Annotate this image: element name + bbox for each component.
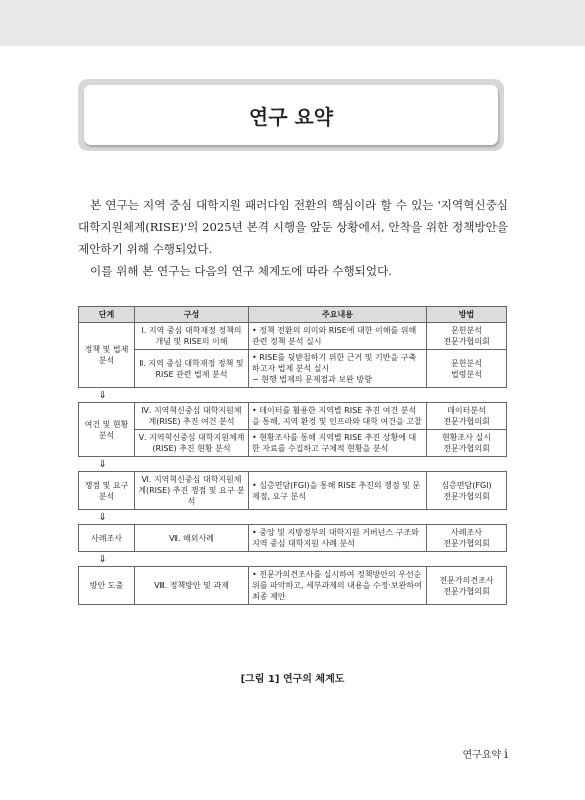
title-inner bbox=[84, 85, 498, 145]
content-cell: • 데이터를 활용한 지역별 RISE 추진 여건 분석을 통해, 지역 환경 및 인프라와 대학 여건을 고찰 bbox=[249, 403, 427, 430]
arrow-row bbox=[79, 510, 507, 525]
composition-cell: Ⅶ. 해외사례 bbox=[135, 525, 249, 552]
content-cell: • 전문가의견조사를 실시하여 정책방안의 우선순위를 파악하고, 세부과제의 내용을 수정·보완하여 최종 제안 bbox=[249, 567, 427, 605]
stage-label: 정책 및 법제 분석 bbox=[79, 323, 135, 388]
composition-cell: Ⅴ. 지역혁신중심 대학지원체계(RISE) 추진 현황 분석 bbox=[135, 430, 249, 457]
table-row bbox=[79, 567, 507, 605]
table-row bbox=[79, 525, 507, 552]
stage-label: 여건 및 현황 분석 bbox=[79, 403, 135, 457]
top-band bbox=[0, 0, 585, 46]
header-method: 방법 bbox=[427, 307, 507, 323]
stage-label: 쟁점 및 요구 분석 bbox=[79, 472, 135, 510]
down-arrow-icon: ⇓ bbox=[98, 458, 107, 470]
method-cell: 문헌분석 법령분석 bbox=[427, 350, 507, 388]
table-row bbox=[79, 403, 507, 430]
paragraph-2: 이를 위해 본 연구는 다음의 연구 체계도에 따라 수행되었다. bbox=[90, 264, 392, 278]
page-number: i bbox=[504, 747, 508, 761]
down-arrow-icon: ⇓ bbox=[98, 553, 107, 565]
header-stage: 단계 bbox=[79, 307, 135, 323]
content-cell: • 정책 전환의 의미와 RISE에 대한 이해를 위해 관련 정책 분석 실시 bbox=[249, 323, 427, 350]
title-box bbox=[78, 79, 504, 151]
footer-label: 연구요약 bbox=[462, 750, 502, 761]
summary-body bbox=[78, 194, 508, 282]
table-row bbox=[79, 323, 507, 350]
down-arrow-icon: ⇓ bbox=[98, 511, 107, 523]
method-cell: 전문가의견조사 전문가협의회 bbox=[427, 567, 507, 605]
content-cell: • 현황조사를 통해 지역별 RISE 추진 상황에 대한 자료를 수집하고 구체적 현황을 분석 bbox=[249, 430, 427, 457]
table-row bbox=[79, 430, 507, 457]
table-row bbox=[79, 472, 507, 510]
method-cell: 심층면담(FGI) 전문가협의회 bbox=[427, 472, 507, 510]
research-framework-table bbox=[78, 306, 506, 605]
content-cell: • RISE를 뒷받침하기 위한 근거 및 기반을 구축하고자 법제 분석 실시 − 현행 법제의 문제점과 보완 방향 bbox=[249, 350, 427, 388]
composition-cell: Ⅷ. 정책방안 및 과제 bbox=[135, 567, 249, 605]
paragraph-1: 본 연구는 지역 중심 대학지원 패러다임 전환의 핵심이라 할 수 있는 '지역혁신중심 대학지원체계(RISE)'의 2025년 본격 시행을 앞둔 상황에서, 안착을 위한 정책방안을 제안하기 위해 수행되었다. bbox=[78, 198, 508, 256]
arrow-row bbox=[79, 552, 507, 567]
stage-label: 사례조사 bbox=[79, 525, 135, 552]
method-cell: 문헌분석 전문가협의회 bbox=[427, 323, 507, 350]
header-composition: 구성 bbox=[135, 307, 249, 323]
figure-caption: [그림 1] 연구의 체계도 bbox=[240, 674, 345, 685]
composition-cell: Ⅱ. 지역 중심 대학재정 정책 및 RISE 관련 법제 분석 bbox=[135, 350, 249, 388]
method-cell: 현황조사 실시 전문가협의회 bbox=[427, 430, 507, 457]
content-cell: • 중앙 및 지방정부의 대학지원 거버넌스 구조와 지역 중심 대학지원 사례 분석 bbox=[249, 525, 427, 552]
table-row bbox=[79, 350, 507, 388]
content-cell: • 심층면담(FGI)을 통해 RISE 추진의 쟁점 및 문제점, 요구 분석 bbox=[249, 472, 427, 510]
composition-cell: Ⅵ. 지역혁신중심 대학지원체계(RISE) 추진 쟁점 및 요구 분석 bbox=[135, 472, 249, 510]
arrow-row bbox=[79, 457, 507, 472]
down-arrow-icon: ⇓ bbox=[98, 389, 107, 401]
page-footer bbox=[463, 746, 508, 761]
stage-label: 방안 도출 bbox=[79, 567, 135, 605]
table-header-row bbox=[79, 307, 507, 323]
header-content: 주요내용 bbox=[249, 307, 427, 323]
arrow-row bbox=[79, 388, 507, 403]
composition-cell: Ⅰ. 지역 중심 대학재정 정책의 개념 및 RISE의 이해 bbox=[135, 323, 249, 350]
composition-cell: Ⅳ. 지역혁신중심 대학지원체계(RISE) 추진 여건 분석 bbox=[135, 403, 249, 430]
method-cell: 사례조사 전문가협의회 bbox=[427, 525, 507, 552]
method-cell: 데이터분석 전문가협의회 bbox=[427, 403, 507, 430]
page-title: 연구 요약 bbox=[248, 104, 334, 129]
